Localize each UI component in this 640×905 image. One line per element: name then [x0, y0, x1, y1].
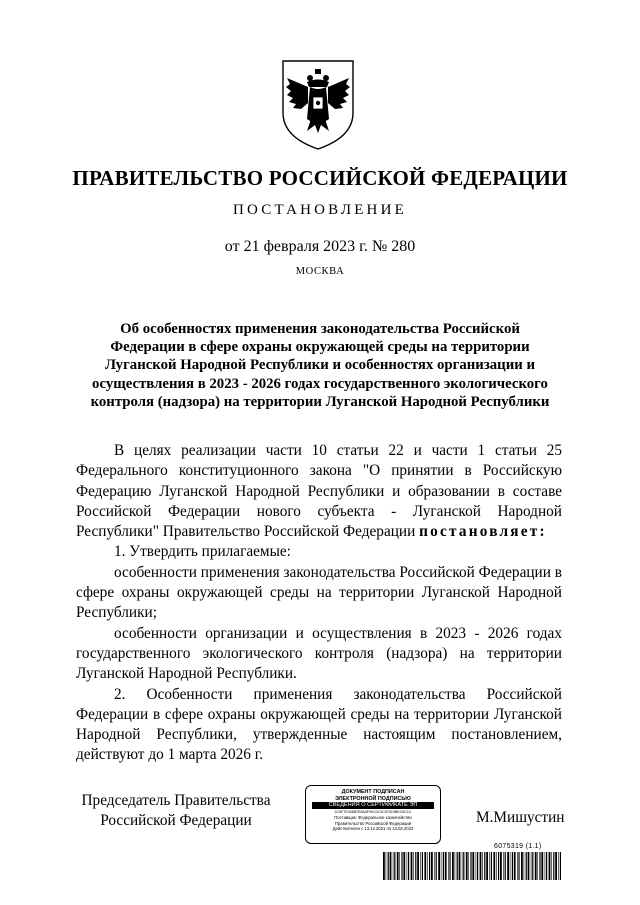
signer-name: М.Мишустин [476, 809, 565, 826]
barcode-icon [383, 852, 563, 880]
item-1b: особенности организации и осуществления в 2023 - 2026 годах государственного экологического контроля (надзора) на территории Луганской Народной Республики. [76, 624, 562, 683]
date-prefix: от [224, 238, 240, 255]
city: МОСКВА [295, 266, 345, 277]
preamble-text: В целях реализации части 10 статьи 22 и части 1 статьи 25 Федерального конституционного закона "О принятии в Российскую Федерацию Луганской Народной Республики и образовании в составе Российской Федерации нового субъекта - Луганской Народной Республики" Правительство Российской Федерации [76, 442, 562, 541]
stamp-line-2: ЭЛЕКТРОННОЙ ПОДПИСЬЮ [335, 795, 411, 802]
document-subject: Об особенностях применения законодательства Российской Федерации в сфере охраны окружающей среды на территории Луганской Народной Республики и особенностях организации и осуществления в 2023 - 2026 годах государственного экологического контроля (надзора) на территории Луганской Народной Республики [90, 321, 550, 410]
footer-doc-number: 6075319 (1.1) [494, 843, 542, 850]
preamble-paragraph [76, 441, 562, 542]
item-2: 2. Особенности применения законодательства Российской Федерации в сфере охраны окружающей среды на территории Луганской Народной Республики, утвержденные настоящим постановлением, действуют до 1 марта 2026 г. [76, 685, 562, 764]
government-title: ПРАВИТЕЛЬСТВО РОССИЙСКОЙ ФЕДЕРАЦИИ [72, 166, 568, 190]
e-signature-stamp [305, 785, 441, 844]
russian-coat-of-arms-icon [277, 57, 359, 153]
decree-word: постановляет: [419, 523, 547, 541]
number-sign: № [371, 238, 388, 255]
stamp-validity: Действителен с 13.12.2021 по 13.03.2023 [332, 826, 414, 831]
document-date-line [0, 238, 640, 256]
stamp-supplier-1: Поставщик: Федеральное казначейство [334, 815, 412, 821]
document-date: 21 февраля 2023 г. [243, 238, 368, 255]
stamp-supplier-2: Правительство Российской Федерации [334, 820, 412, 826]
signer-title-line-1: Председатель Правительства [81, 792, 271, 809]
signer-title [78, 791, 274, 830]
stamp-header: СВЕДЕНИЯ О СЕРТИФИКАТЕ ЭП [312, 802, 434, 809]
document-type: ПОСТАНОВЛЕНИЕ [233, 202, 407, 218]
stamp-line-1: ДОКУМЕНТ ПОДПИСАН [341, 789, 405, 795]
item-1a: особенности применения законодательства Российской Федерации в сфере охраны окружающей среды на территории Луганской Народной Республики; [76, 563, 562, 622]
document-body [76, 441, 562, 766]
item-1: 1. Утвердить прилагаемые: [114, 543, 291, 561]
signer-title-line-2: Российской Федерации [100, 811, 252, 829]
document-number: 280 [391, 238, 416, 255]
stamp-certificate: 2C5F7E306B7E8A4F90C0C4C57519BEC5C1C [334, 810, 412, 815]
